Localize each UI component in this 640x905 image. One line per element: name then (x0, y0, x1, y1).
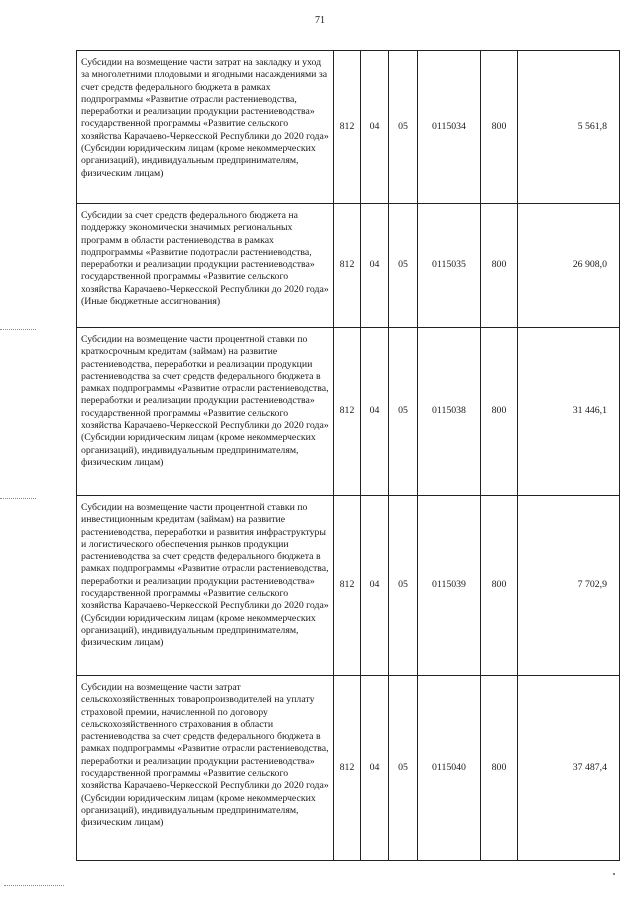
table-row (77, 51, 620, 204)
expense-type-code: 800 (481, 676, 518, 861)
amount: 26 908,0 (518, 204, 620, 328)
amount: 37 487,4 (518, 676, 620, 861)
table-row (77, 328, 620, 496)
subsection-code: 05 (389, 676, 418, 861)
section-code: 04 (361, 328, 389, 496)
section-code: 04 (361, 51, 389, 204)
target-article-code: 0115034 (418, 51, 481, 204)
expense-type-code: 800 (481, 51, 518, 204)
table-row (77, 204, 620, 328)
amount: 7 702,9 (518, 496, 620, 676)
subsection-code: 05 (389, 496, 418, 676)
scan-edge-mark (0, 329, 36, 330)
scan-dot (613, 873, 615, 875)
target-article-code: 0115040 (418, 676, 481, 861)
ministry-code: 812 (334, 328, 361, 496)
scan-edge-mark (0, 498, 36, 499)
row-description: Субсидии за счет средств федерального бюджета на поддержку экономически значимых региональных программ в области растениеводства в рамках подпрограммы «Развитие подотрасли растениеводства, переработки и реализации продукции растениеводства» государственной программы «Развитие сельского хозяйства Карачаево-Черкесской Республики до 2020 года» (Иные бюджетные ассигнования) (77, 204, 334, 328)
target-article-code: 0115038 (418, 328, 481, 496)
page-number: 71 (315, 15, 325, 26)
ministry-code: 812 (334, 676, 361, 861)
target-article-code: 0115035 (418, 204, 481, 328)
amount: 31 446,1 (518, 328, 620, 496)
expense-type-code: 800 (481, 328, 518, 496)
table-row (77, 676, 620, 861)
expense-type-code: 800 (481, 496, 518, 676)
expense-type-code: 800 (481, 204, 518, 328)
amount: 5 561,8 (518, 51, 620, 204)
ministry-code: 812 (334, 496, 361, 676)
row-description: Субсидии на возмещение части затрат сельскохозяйственных товаропроизводителей на уплату страховой премии, начисленной по договору сельскохозяйственного страхования в области растениеводства за счет средств федерального бюджета в рамках подпрограммы «Развитие отрасли растениеводства, переработки и реализации продукции растениеводства» государственной программы «Развитие сельского хозяйства Карачаево-Черкесской Республики до 2020 года» (Субсидии юридическим лицам (кроме некоммерческих организаций), индивидуальным предпринимателям, физическим лицам) (77, 676, 334, 861)
target-article-code: 0115039 (418, 496, 481, 676)
budget-table (76, 50, 620, 861)
table-row (77, 496, 620, 676)
subsection-code: 05 (389, 328, 418, 496)
section-code: 04 (361, 676, 389, 861)
section-code: 04 (361, 496, 389, 676)
scan-edge-mark (4, 885, 64, 886)
section-code: 04 (361, 204, 389, 328)
row-description: Субсидии на возмещение части затрат на закладку и уход за многолетними плодовыми и ягодными насаждениями за счет средств федерального бюджета в рамках подпрограммы «Развитие отрасли растениеводства, переработки и реализации продукции растениеводства» государственной программы «Развитие сельского хозяйства Карачаево-Черкесской Республики до 2020 года» (Субсидии юридическим лицам (кроме некоммерческих организаций), индивидуальным предпринимателям, физическим лицам) (77, 51, 334, 204)
subsection-code: 05 (389, 204, 418, 328)
subsection-code: 05 (389, 51, 418, 204)
ministry-code: 812 (334, 51, 361, 204)
row-description: Субсидии на возмещение части процентной ставки по инвестиционным кредитам (займам) на развитие растениеводства, переработки и развития инфраструктуры и логистического обеспечения рынков продукции растениеводства за счет средств федерального бюджета в рамках подпрограммы «Развитие отрасли растениеводства, переработки и реализации продукции растениеводства» государственной программы «Развитие сельского хозяйства Карачаево-Черкесской Республики до 2020 года» (Субсидии юридическим лицам (кроме некоммерческих организаций), индивидуальным предпринимателям, физическим лицам) (77, 496, 334, 676)
ministry-code: 812 (334, 204, 361, 328)
row-description: Субсидии на возмещение части процентной ставки по краткосрочным кредитам (займам) на развитие растениеводства, переработки и реализации продукции растениеводства за счет средств федерального бюджета в рамках подпрограммы «Развитие отрасли растениеводства, переработки и реализации продукции растениеводства» государственной программы «Развитие сельского хозяйства Карачаево-Черкесской Республики до 2020 года» (Субсидии юридическим лицам (кроме некоммерческих организаций), индивидуальным предпринимателям, физическим лицам) (77, 328, 334, 496)
